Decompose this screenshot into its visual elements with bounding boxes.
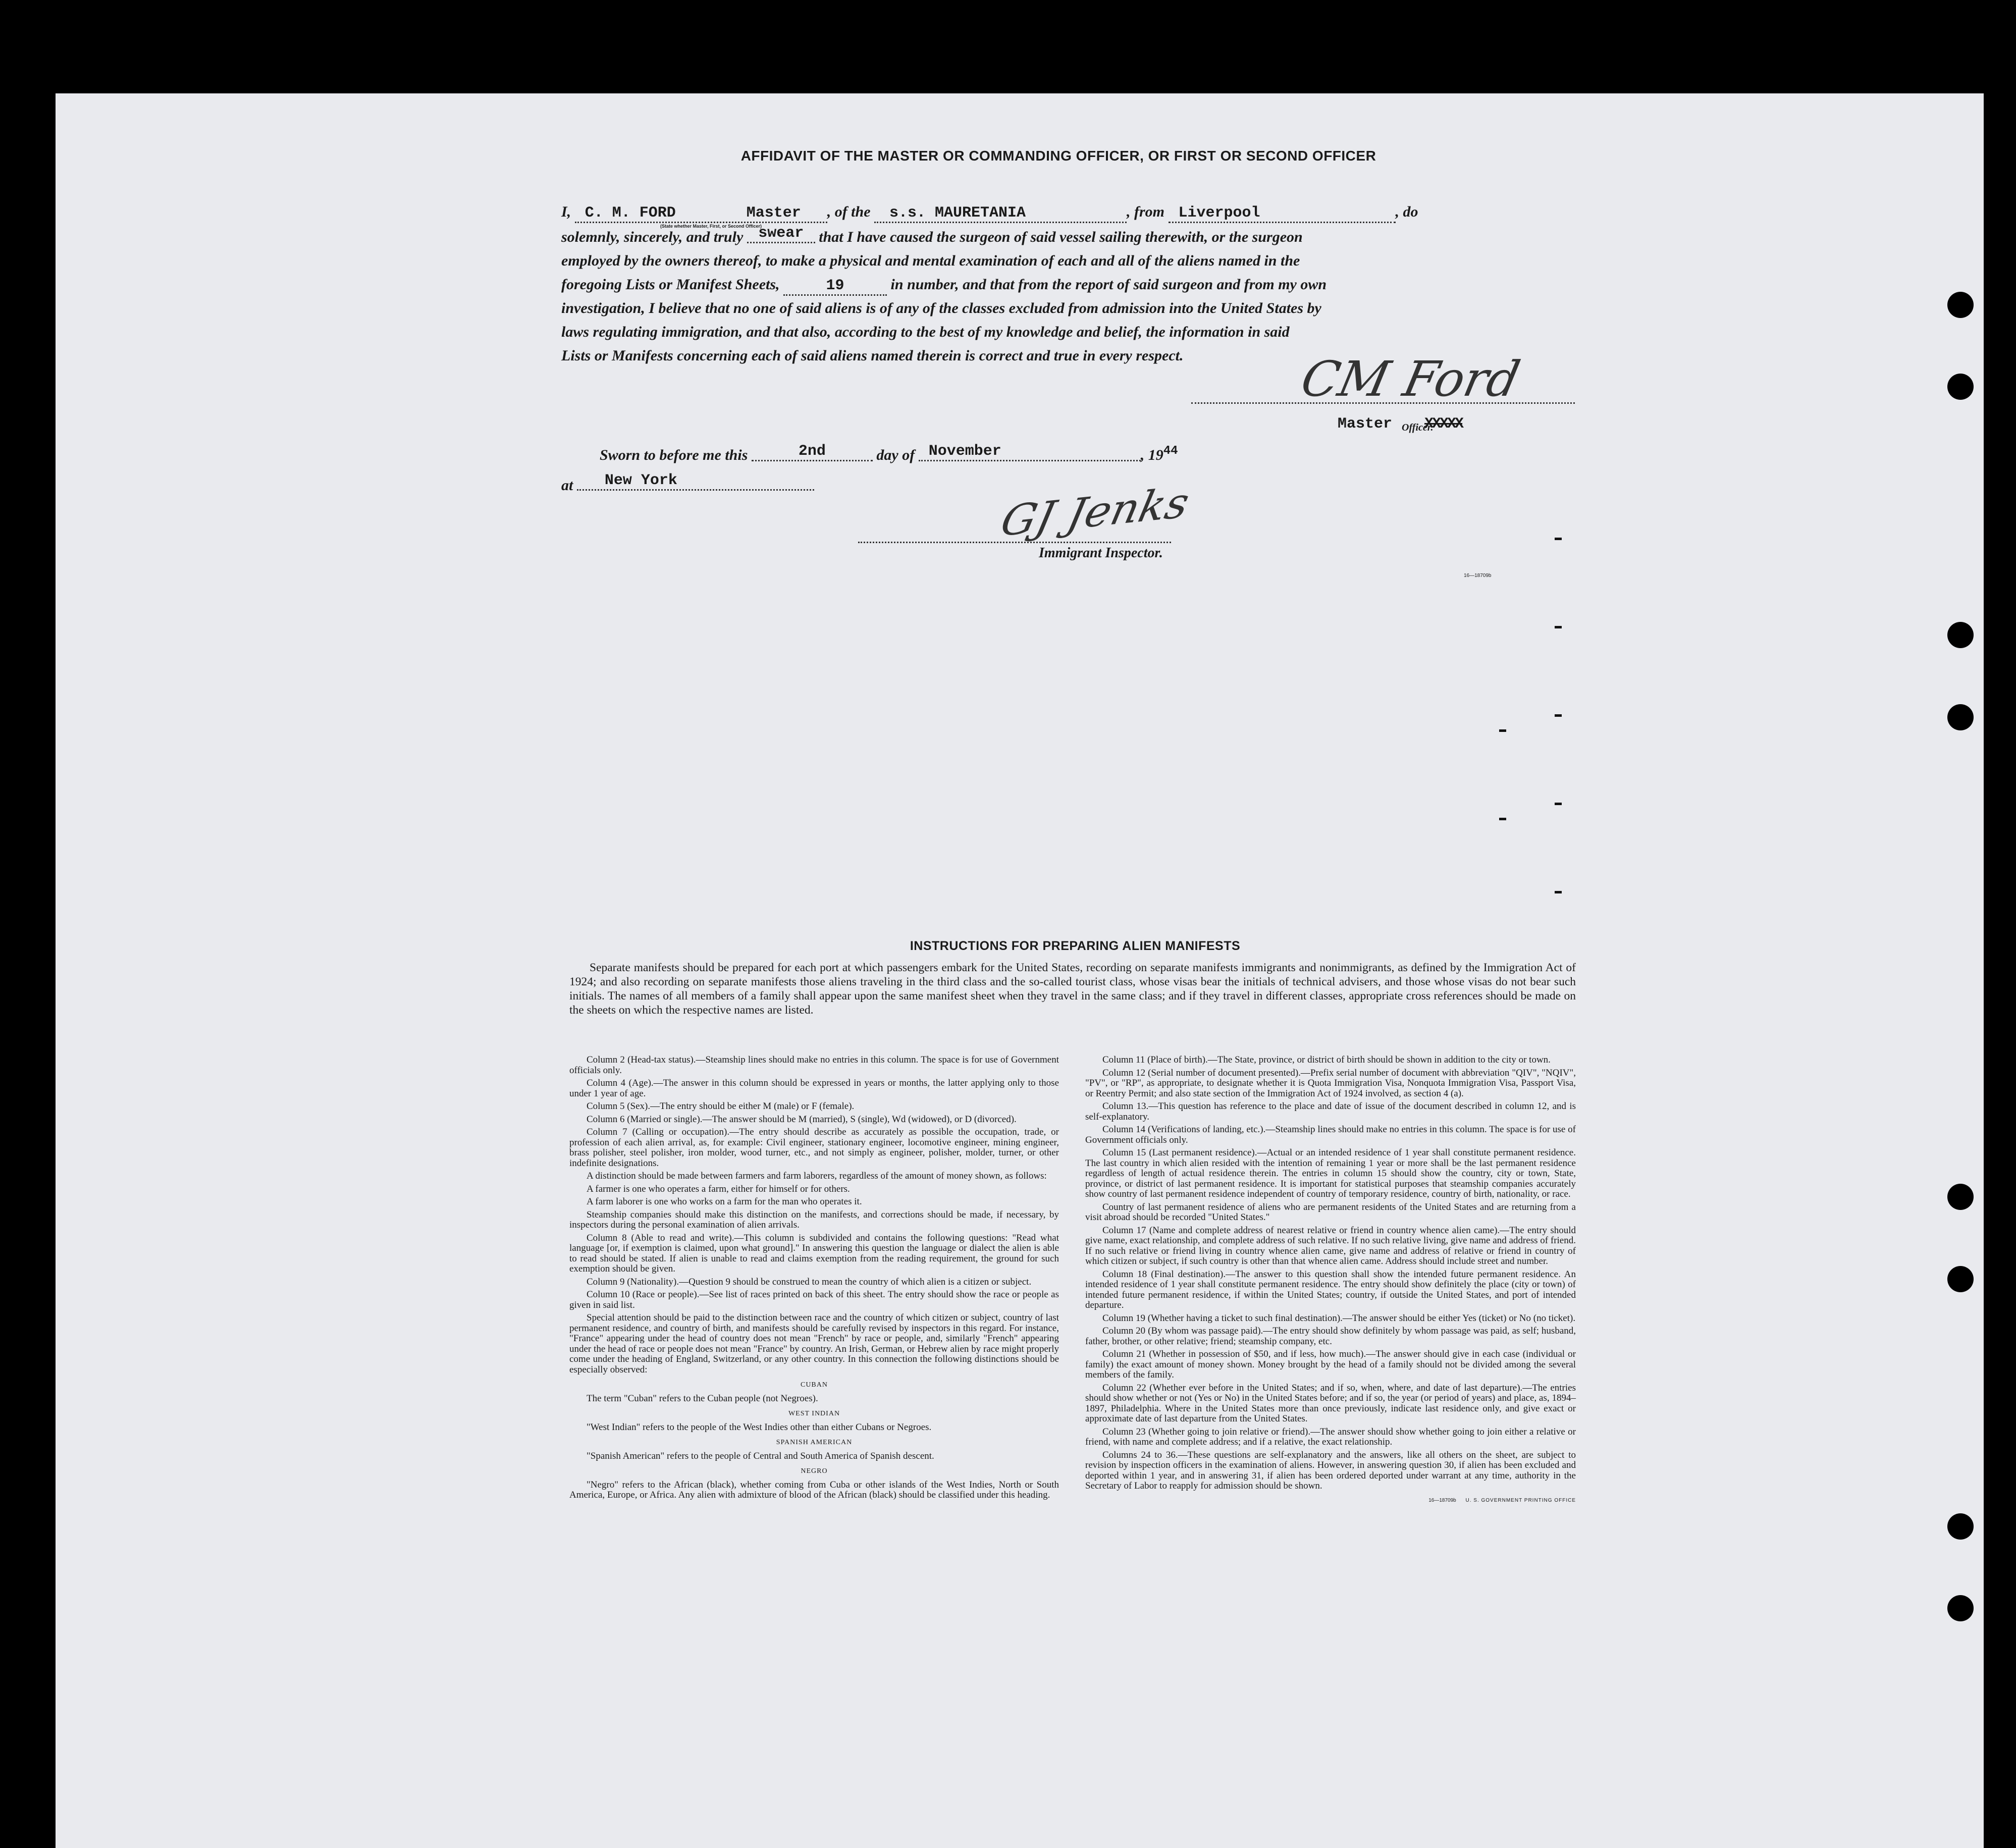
instructions-right-column <box>1085 1055 1576 1506</box>
inspector-signature: GJ Jenks <box>996 478 1194 546</box>
intro-paragraph: Separate manifests should be prepared for each port at which passengers embark for the United States, recording on separate manifests immigrants and nonimmigrants, as defined by the Immigration Act of 1924; and also recording on separate manifests those aliens traveling in the third class and the so-called tourist class, whose visas bear the initials of technical advisers, and those whose visas do not bear such initials. The names of all members of a family shall appear upon the same manifest sheet when they travel in the same class; and if they travel in different classes, appropriate cross references should be made on the sheets on which the respective names are listed. <box>569 961 1576 1017</box>
sworn-label: Sworn to before me this <box>600 447 748 463</box>
instr-farm-laborer: A farm laborer is one who works on a farm for the man who operates it. <box>587 1196 862 1207</box>
binder-hole <box>1947 1266 1974 1292</box>
sworn-year-prefix: , 19 <box>1140 447 1163 463</box>
sworn-month: November <box>928 443 1001 460</box>
instr-col21: Column 21 (Whether in possession of $50, and if less, how much).—The answer should give in each case (individual or family) the exact amount of money shown. Money brought by the head of a family should not be divided among the several members of the family. <box>1085 1349 1576 1380</box>
footer-printer: U. S. GOVERNMENT PRINTING OFFICE <box>1465 1497 1576 1503</box>
manifest-sheet <box>56 93 1984 1848</box>
officer-label: Officer. <box>1402 422 1434 433</box>
affidavit-line-7: Lists or Manifests concerning each of said aliens named therein is correct and true in every respect. <box>561 347 1184 364</box>
binder-hole <box>1947 1595 1974 1621</box>
oath-field <box>747 225 815 243</box>
race-heading-spanish-american: SPANISH AMERICAN <box>776 1439 853 1446</box>
affidavit-do: , do <box>1395 203 1418 220</box>
sworn-line <box>600 443 1178 466</box>
port-field <box>1169 204 1396 223</box>
race-heading-cuban: CUBAN <box>800 1381 828 1389</box>
instr-special: Special attention should be paid to the distinction between race and the country of which citizen or subject, country of last permanent residence, and country of birth, and manifests should be carefully revised by inspectors in this regard. For instance, "France" appearing under the head of country does not mean "French" by race or people, and, similarly "French" appearing under the head of race or people does not mean "France" by country. An Irish, German, or Hebrew alien by race might properly come under the heading of England, Switzerland, or any other country. In this connection the following distinctions should be especially observed: <box>569 1312 1059 1375</box>
instr-col15-returning: Country of last permanent residence of aliens who are permanent residents of the United States and are returning from a visit abroad should be recorded "United States." <box>1085 1201 1576 1223</box>
instr-col10: Column 10 (Race or people).—See list of races printed on back of this sheet. The entry should show the race or people as given in said list. <box>569 1289 1059 1310</box>
instr-col2: Column 2 (Head-tax status).—Steamship lines should make no entries in this column. The space is for use of Government officials only. <box>569 1054 1059 1076</box>
sworn-month-field <box>919 443 1141 461</box>
instr-col6: Column 6 (Married or single).—The answer should be M (married), S (single), Wd (widowed), or D (divorced). <box>587 1114 1017 1125</box>
instr-col17: Column 17 (Name and complete address of nearest relative or friend in country whence alien came).—The entry should give name, exact relationship, and complete address of such relative. If no such relative living, give name and address of friend. If no such relative or friend living in country whence alien came, give name and address of relative or friend in country of which citizen or subject, if such country is other than that whence alien came. Address should include street and number. <box>1085 1225 1576 1266</box>
affidavit-surgeon: that I have caused the surgeon of said vessel sailing therewith, or the surgeon <box>819 229 1303 245</box>
sheets-field <box>783 277 887 296</box>
vessel-field <box>874 204 1127 223</box>
sworn-day-field <box>752 443 873 461</box>
oath-word: swear <box>758 225 804 242</box>
instr-col13: Column 13.—This question has reference to the place and date of issue of the document described in column 12, and is self-explanatory. <box>1085 1101 1576 1122</box>
race-text-cuban: The term "Cuban" refers to the Cuban people (not Negroes). <box>587 1393 818 1404</box>
instr-col24-36: Columns 24 to 36.—These questions are self-explanatory and the answers, like all others on the sheet, are subject to revision by inspection officers in the examination of aliens. However, in answering question 30, if alien has been excluded and deported within 1 year, and in answering 31, if alien has been ordered deported under warrant at any time, authority in the Secretary of Labor to reapply for admission should be shown. <box>1085 1449 1576 1491</box>
instr-col19: Column 19 (Whether having a ticket to such final destination).—The answer should be either Yes (ticket) or No (no ticket). <box>1102 1312 1576 1324</box>
master-name: C. M. FORD <box>585 204 676 222</box>
master-rank: Master <box>746 204 801 222</box>
affidavit-from: , from <box>1127 203 1165 220</box>
form-code-top: 16—18709b <box>1464 573 1492 578</box>
sworn-at: at <box>561 477 573 494</box>
instructions-left-column <box>569 1055 1059 1503</box>
affidavit-title: AFFIDAVIT OF THE MASTER OR COMMANDING OFFICER, OR FIRST OR SECOND OFFICER <box>740 148 1376 164</box>
margin-tick <box>1555 891 1562 893</box>
instructions-title: INSTRUCTIONS FOR PREPARING ALIEN MANIFESTS <box>910 939 1241 953</box>
binder-hole <box>1947 1513 1974 1540</box>
vessel-name: s.s. MAURETANIA <box>889 204 1026 222</box>
race-heading-negro: NEGRO <box>801 1467 828 1475</box>
binder-hole <box>1947 622 1974 648</box>
affidavit-in-number: in number, and that from the report of said surgeon and from my own <box>890 276 1327 293</box>
race-text-negro: "Negro" refers to the African (black), whether coming from Cuba or other islands of the West Indies, North or South America, Europe, or Africa. Any alien with admixture of blood of the African (black) should be classified under this heading. <box>569 1479 1059 1500</box>
affidavit-i: I, <box>561 203 571 220</box>
affidavit-foregoing: foregoing Lists or Manifest Sheets, <box>561 276 780 293</box>
race-heading-west-indian: WEST INDIAN <box>788 1410 840 1417</box>
affidavit-line-4 <box>561 276 1327 296</box>
instr-col22: Column 22 (Whether ever before in the United States; and if so, when, where, and date of last departure).—The entries should show whether or not (Yes or No) in the United States before; and if so, the year (or period of years) and place, as, 1894–1897, Philadelphia. Where in the United States more than once previously, indicate last residence only, and give exact or approximate date of last departure from the United States. <box>1085 1382 1576 1424</box>
margin-tick <box>1499 729 1506 732</box>
instructions-intro <box>569 961 1576 1017</box>
margin-tick <box>1555 626 1562 628</box>
binder-hole <box>1947 374 1974 400</box>
master-signature: CM Ford <box>1296 351 1525 407</box>
affidavit-line-3: employed by the owners thereof, to make a physical and mental examination of each and all of the aliens named in the <box>561 252 1300 269</box>
instr-col12: Column 12 (Serial number of document presented).—Prefix serial number of document with abbreviation "QIV", "NQIV", "PV", or "RP", as appropriate, to designate whether it is Quota Immigration Visa, Nonquota Immigration Visa, Passport Visa, or Reentry Permit; and also state section of the Immigration Act of 1924 involved, as section 4 (a). <box>1085 1067 1576 1099</box>
affidavit-line-6: laws regulating immigration, and that also, according to the best of my knowledge and belief, the information in said <box>561 324 1290 340</box>
affidavit-of-the: , of the <box>827 203 871 220</box>
affidavit-line-1 <box>561 203 1418 223</box>
instructions-footer <box>1085 1494 1576 1506</box>
sworn-day: 2nd <box>798 443 826 460</box>
instr-col4: Column 4 (Age).—The answer in this column should be expressed in years or months, the latter applying only to those under 1 year of age. <box>569 1078 1059 1099</box>
instr-farm-distinction: A distinction should be made between farmers and farm laborers, regardless of the amount of money shown, as follows: <box>587 1171 1047 1181</box>
binder-hole <box>1947 1184 1974 1210</box>
sworn-place-field <box>577 472 814 491</box>
sworn-at-line <box>561 472 814 497</box>
signer-rank: Master <box>1338 415 1393 433</box>
rank-note: (State whether Master, First, or Second Officer) <box>660 224 762 229</box>
instr-col18: Column 18 (Final destination).—The answer to this question shall show the intended future permanent residence. An intended residence of 1 year shall constitute permanent residence. The entry should show definitely the place (city or town) of intended future permanent residence, if within the United States; country, if outside the United States, and port of intended departure. <box>1085 1269 1576 1310</box>
inspector-label: Immigrant Inspector. <box>1039 545 1163 561</box>
sworn-day-of: day of <box>876 447 915 463</box>
sworn-year: 44 <box>1163 444 1178 458</box>
sworn-place: New York <box>604 472 677 489</box>
race-text-west-indian: "West Indian" refers to the people of the West Indies other than either Cubans or Negroes. <box>587 1421 932 1433</box>
struck-text: XXXXX <box>1424 415 1463 433</box>
instr-col9: Column 9 (Nationality).—Question 9 should be construed to mean the country of which alien is a citizen or subject. <box>587 1276 1032 1287</box>
instr-col7: Column 7 (Calling or occupation).—The entry should describe as accurately as possible the occupation, trade, or profession of each alien arrival, as, for example: Civil engineer, stationary engineer, locomotive engineer, mining engineer, brass polisher, steel polisher, iron molder, wood turner, etc., and not simply as engineer, polisher, molder, turner, or other indefinite designations. <box>569 1127 1059 1169</box>
master-name-field <box>575 204 827 223</box>
instr-col8: Column 8 (Able to read and write).—This column is subdivided and contains the following questions: "Read what language [or, if exemption is claimed, upon what ground]." In answering this question the language or dialect the alien is able to read should be stated. If alien is unable to read and claims exemption from the reading requirement, the ground for such exemption should be given. <box>569 1232 1059 1274</box>
signature-line <box>1191 402 1575 404</box>
signer-rank-line <box>1338 415 1494 433</box>
instr-col15: Column 15 (Last permanent residence).—Actual or an intended residence of 1 year shall constitute permanent residence. The last country in which alien resided with the intention of remaining 1 year or more shall be the last permanent residence regardless of length of actual residence therein. The entries in column 15 should show the country, city or town, State, province, or district of last permanent residence. It is important for statistical purposes that steamship companies accurately show country of last permanent residence independent of country of temporary residence, country of birth, nationality, or race. <box>1085 1147 1576 1199</box>
binder-hole <box>1947 292 1974 318</box>
instr-farmer: A farmer is one who operates a farm, either for himself or for others. <box>587 1183 850 1194</box>
binder-hole <box>1947 704 1974 730</box>
instr-col23: Column 23 (Whether going to join relative or friend).—The answer should show whether going to join either a relative or friend, with name and complete address; and if a relative, the exact relationship. <box>1085 1426 1576 1447</box>
instr-steamship: Steamship companies should make this distinction on the manifests, and corrections should be made, if necessary, by inspectors during the personal examination of alien arrivals. <box>569 1209 1059 1230</box>
instr-col20: Column 20 (By whom was passage paid).—The entry should show definitely by whom passage was paid, as self; husband, father, brother, or other relative; friend; steamship company, etc. <box>1085 1326 1576 1347</box>
margin-tick <box>1555 803 1562 805</box>
inspector-line <box>858 542 1171 543</box>
port-name: Liverpool <box>1178 204 1260 222</box>
affidavit-solemnly: solemnly, sincerely, and truly <box>561 229 744 245</box>
instr-col11: Column 11 (Place of birth).—The State, province, or district of birth should be shown in addition to the city or town. <box>1102 1054 1551 1065</box>
margin-tick <box>1555 714 1562 717</box>
affidavit-line-5: investigation, I believe that no one of said aliens is of any of the classes excluded from admission into the United States by <box>561 300 1321 316</box>
footer-form-code: 16—18709b <box>1428 1497 1456 1503</box>
margin-tick <box>1499 818 1506 820</box>
sheet-count: 19 <box>826 277 844 294</box>
race-text-spanish-american: "Spanish American" refers to the people of Central and South America of Spanish descent. <box>587 1450 934 1461</box>
instr-col14: Column 14 (Verifications of landing, etc.).—Steamship lines should make no entries in this column. The space is for use of Government officials only. <box>1085 1124 1576 1145</box>
margin-tick <box>1555 538 1562 540</box>
instr-col5: Column 5 (Sex).—The entry should be either M (male) or F (female). <box>587 1101 855 1112</box>
